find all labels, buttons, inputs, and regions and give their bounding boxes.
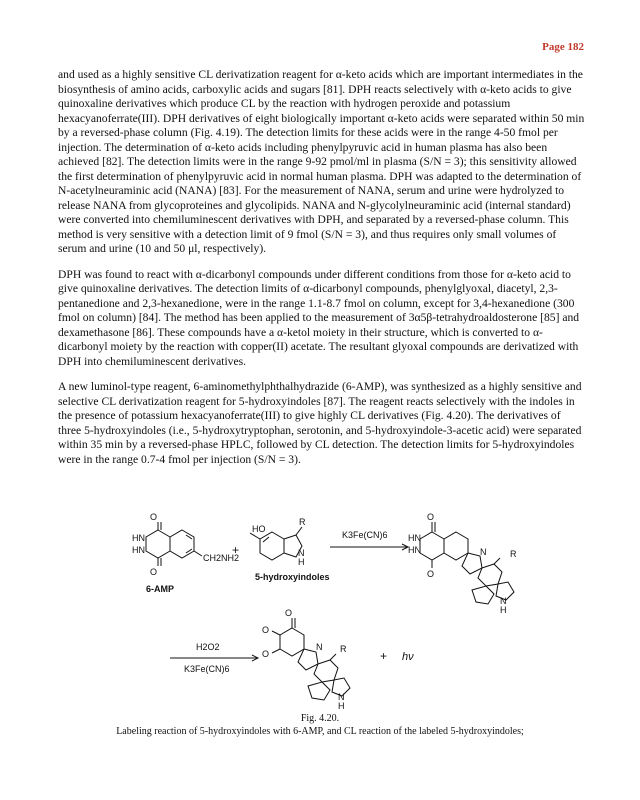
label-n: N <box>500 596 507 606</box>
emitter-structure <box>272 618 350 700</box>
paragraph: A new luminol-type reagent, 6-aminomethylphthalhydrazide (6-AMP), was synthesized as a highly sensitive and selective CL derivatization reagent for 5-hydroxyindoles [87]. The reagent reacts selectively with the indoles in the presence of potassium hexacyanoferrate(III) to give highly CL derivatives (Fig. 4.20). The derivatives of three 5-hydroxyindoles (i.e., 5-hydroxytryptophan, serotonin, and 5-hydroxyindole-3-acetic acid) were separated within 35 min by a reversed-phase HPLC, followed by CL detection. The detection limits for 5-hydroxyindoles were in the range 0.7-4 fmol per injection (S/N = 3). <box>58 380 582 466</box>
label-n: N <box>298 548 305 558</box>
label-hn: HN <box>408 533 421 543</box>
6-amp-structure <box>146 522 202 566</box>
label-o: O <box>262 625 270 635</box>
oxidant-label: K3Fe(CN)6 <box>184 664 230 674</box>
label-o: O <box>150 567 158 577</box>
figure-number: Fig. 4.20. <box>300 713 340 724</box>
label-o: O <box>427 512 435 522</box>
label-r: R <box>340 644 347 654</box>
label-o: O <box>150 512 158 522</box>
label-h: H <box>338 701 345 711</box>
label-o: O <box>427 569 435 579</box>
paragraph: DPH was found to react with α-dicarbonyl compounds under different conditions from those for α-keto acid to give quinoxaline derivatives. The detection limits of α-dicarbonyl compounds, phenylglyoxal, diacetyl, 2,3-pentanedione and 2,3-hexanedione, were in the range 1.1-8.7 fmol on column, except for 3,4-hexanedione (300 fmol on column) [84]. The method has been applied to the measurement of 3α5β-tetrahydroaldosterone [85] and dexamethasone [86]. These compounds have a α-ketol moiety in their structure, which is converted to α-dicarbonyl moiety by the reaction with copper(II) acetate. The resultant glyoxal compounds are derivatized with DPH into chemiluminescent derivatives. <box>58 267 580 368</box>
indole-name: 5-hydroxyindoles <box>255 572 330 582</box>
label-o: O <box>262 649 270 659</box>
paragraph: and used as a highly sensitive CL derivatization reagent for α-keto acids which are important intermediates in the biosynthesis of amino acids, carboxylic acids and sugars [81]. DPH reacts selectively with α-keto acids to give quinoxaline derivatives which produce CL by the reaction with hydrogen peroxide and potassium hexacyanoferrate(III). DPH derivatives of eight biologically important α-keto acids were separated within 50 min by a reversed-phase column (Fig. 4.19). The detection limits for these acids were in the range 4-50 fmol per injection. The determination of α-keto acids including phenylpyruvic acid in human plasma has also been achieved [82]. The detection limits were in the range 9-92 pmol/ml in plasma (S/N = 3); this sensitivity allowed the first determination of phenylpyruvic acid in normal human plasma. DPH was adapted to the determination of N-acetylneuraminic acid (NANA) [83]. For the measurement of NANA, serum and urine were hydrolyzed to release NANA from glycoproteines and glycolipids. NANA and N-glycolylneuraminic acid (internal standard) were converted into chemiluminescent derivatives with DPH, and separated by a reversed-phase column. This method is very sensitive with a detection limit of 9 fmol (S/N = 3), and thus requires only small volumes of serum and urine (10 and 50 μl, respectively). <box>58 68 585 255</box>
label-h: H <box>500 605 507 615</box>
label-hn: HN <box>132 545 145 555</box>
label-r: R <box>299 517 306 527</box>
light-emission: hν <box>402 651 414 663</box>
label-n: N <box>338 692 345 702</box>
product-structure <box>420 522 514 604</box>
label-hn: HN <box>132 533 145 543</box>
label-h: H <box>298 557 305 567</box>
oxidant-label: K3Fe(CN)6 <box>342 530 388 540</box>
reagent-name: 6-AMP <box>146 584 175 594</box>
label-hn: HN <box>408 545 421 555</box>
label-o: O <box>285 608 293 618</box>
label-r: R <box>510 549 517 559</box>
body-text <box>58 68 586 478</box>
reaction-scheme <box>0 500 640 715</box>
plus-sign: + <box>232 543 240 557</box>
label-ho: HO <box>252 524 266 534</box>
label-n: N <box>480 547 487 557</box>
plus-sign: + <box>380 649 388 663</box>
label-ch2nh2: CH2NH2 <box>203 553 240 563</box>
oxidant-label: H2O2 <box>196 642 220 652</box>
page-number: Page 182 <box>542 41 584 53</box>
label-n: N <box>316 642 323 652</box>
figure-caption: Labeling reaction of 5-hydroxyindoles with 6-AMP, and CL reaction of the labeled 5-hydroxyindoles; <box>116 726 524 737</box>
